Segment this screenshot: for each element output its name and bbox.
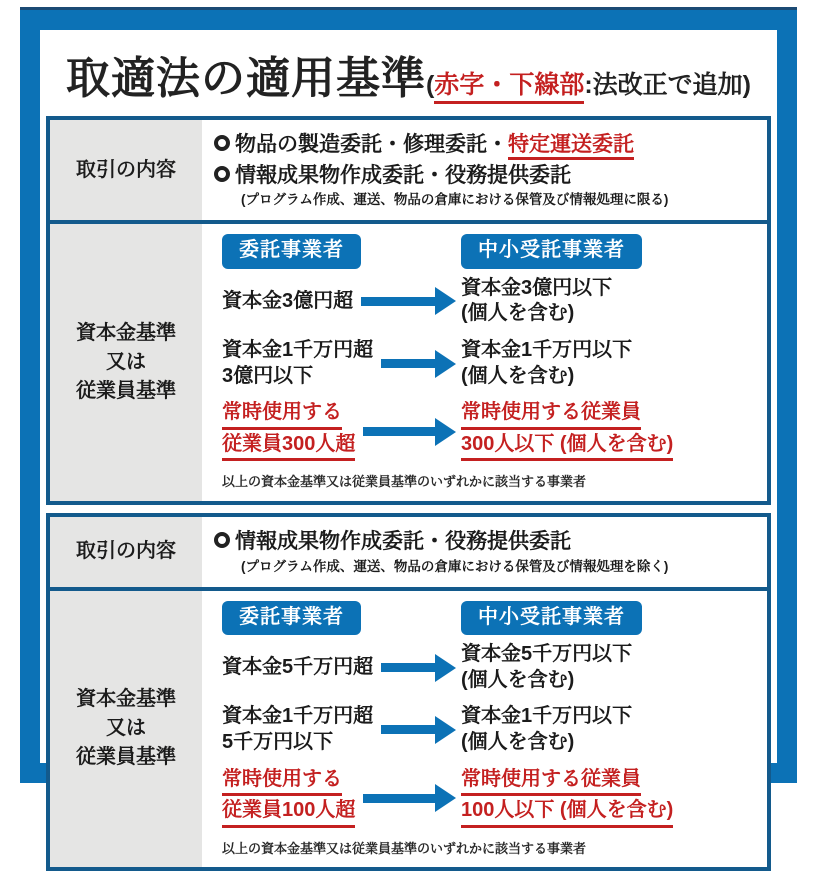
pair-line: 100人以下 (個人を含む) (461, 798, 673, 828)
pair-line: 資本金1千万円以下 (461, 338, 757, 364)
criteria-label (76, 319, 176, 406)
pair-right-text (461, 704, 757, 755)
criteria-label-line: 資本金基準 (76, 685, 176, 714)
deal-row (50, 517, 767, 587)
pair-line: 常時使用する (222, 400, 342, 430)
deal-item (214, 162, 759, 210)
pair-row-employee-criteria (222, 767, 757, 830)
pair-line: 資本金1千万円超 (222, 338, 373, 364)
pair-line: 資本金3億円以下 (461, 276, 757, 302)
deal-item (214, 131, 759, 159)
pair-line: 資本金5千万円以下 (461, 642, 757, 668)
pair-line: 資本金5千万円超 (222, 655, 373, 681)
pair-line: 資本金1千万円以下 (461, 704, 757, 730)
arrow-right-icon (361, 297, 435, 306)
pair-right-text (461, 276, 757, 327)
pair-right-text (461, 400, 757, 463)
criteria-footnote: 以上の資本金基準又は従業員基準のいずれかに該当する事業者 (222, 474, 757, 491)
arrow-right-icon (363, 427, 435, 436)
pair-right-text (461, 642, 757, 693)
content-panel (40, 30, 777, 763)
criteria-content-cell (202, 224, 767, 501)
circle-bullet-icon (214, 532, 230, 548)
badge-row (222, 234, 757, 269)
deal-item (214, 528, 759, 576)
deal-label: 取引の内容 (76, 537, 176, 566)
deal-item-text-normal: 情報成果物作成委託・役務提供委託 (235, 164, 571, 187)
deal-label-cell (50, 517, 202, 587)
pair-line: 資本金1千万円超 (222, 704, 373, 730)
pair-line: (個人を含む) (461, 668, 757, 694)
criteria-footnote: 以上の資本金基準又は従業員基準のいずれかに該当する事業者 (222, 841, 757, 858)
criteria-label-line: 又は (76, 714, 176, 743)
circle-bullet-icon (214, 166, 230, 182)
pair-line: (個人を含む) (461, 730, 757, 756)
criteria-label-line: 又は (76, 348, 176, 377)
badge-slot-left (222, 234, 461, 269)
pair-line: 常時使用する (222, 767, 342, 797)
pair-row-employee-criteria (222, 400, 757, 463)
pair-left-text (222, 704, 373, 755)
pair-line: 300人以下 (個人を含む) (461, 432, 673, 462)
arrow-right-icon (381, 359, 435, 368)
badge-consigning-business: 委託事業者 (222, 234, 361, 269)
pair-line: 常時使用する従業員 (461, 400, 641, 430)
deal-content-cell (202, 517, 767, 587)
outer-blue-frame (20, 7, 797, 783)
criteria-label-cell (50, 224, 202, 501)
deal-item-text-normal: 物品の製造委託・修理委託・ (235, 133, 508, 156)
badge-slot-left (222, 601, 461, 636)
pair-row (222, 276, 757, 327)
page-title (46, 34, 771, 116)
badge-row (222, 601, 757, 636)
deal-item-text (235, 131, 634, 159)
pair-line: 3億円以下 (222, 364, 373, 390)
pair-left-text (222, 338, 373, 389)
criteria-label-line: 従業員基準 (76, 377, 176, 406)
badge-sme-contractor: 中小受託事業者 (461, 234, 642, 269)
deal-item-text-added: 特定運送委託 (508, 133, 634, 160)
arrow-right-icon (381, 725, 435, 734)
pair-line: 従業員300人超 (222, 432, 355, 462)
pair-line: 5千万円以下 (222, 730, 373, 756)
badge-sme-contractor: 中小受託事業者 (461, 601, 642, 636)
pair-left-text (222, 767, 355, 830)
deal-item-note: (プログラム作成、運送、物品の倉庫における保管及び情報処理に限る) (235, 191, 668, 209)
title-main: 取適法の適用基準 (66, 54, 426, 103)
pair-left-text (222, 400, 355, 463)
pair-line: 従業員100人超 (222, 798, 355, 828)
deal-item-text (235, 162, 668, 210)
table-manufacturing-consignment (46, 116, 771, 505)
criteria-label-cell (50, 591, 202, 868)
pair-right-text (461, 767, 757, 830)
criteria-row (50, 587, 767, 868)
title-legend-rest: :法改正で追加) (584, 71, 751, 99)
pair-line: (個人を含む) (461, 301, 757, 327)
deal-label-cell (50, 120, 202, 220)
criteria-row (50, 220, 767, 501)
pair-left-text (222, 655, 373, 681)
pair-row (222, 704, 757, 755)
deal-item-text-normal: 情報成果物作成委託・役務提供委託 (235, 530, 571, 553)
criteria-label (76, 685, 176, 772)
criteria-label-line: 従業員基準 (76, 743, 176, 772)
criteria-content-cell (202, 591, 767, 868)
pair-line: 資本金3億円超 (222, 289, 353, 315)
pair-left-text (222, 289, 353, 315)
pair-line: 常時使用する従業員 (461, 767, 641, 797)
pair-line: (個人を含む) (461, 364, 757, 390)
deal-content-cell (202, 120, 767, 220)
deal-label: 取引の内容 (76, 156, 176, 185)
badge-slot-right (461, 234, 757, 269)
title-legend-red: 赤字・下線部 (434, 71, 584, 104)
pair-row (222, 642, 757, 693)
badge-consigning-business: 委託事業者 (222, 601, 361, 636)
criteria-label-line: 資本金基準 (76, 319, 176, 348)
pair-right-text (461, 338, 757, 389)
pair-row (222, 338, 757, 389)
title-paren-open: ( (426, 71, 434, 99)
deal-item-text (235, 528, 668, 576)
deal-item-note: (プログラム作成、運送、物品の倉庫における保管及び情報処理を除く) (235, 558, 668, 576)
arrow-right-icon (381, 663, 435, 672)
table-service-consignment (46, 513, 771, 871)
deal-row (50, 120, 767, 220)
badge-slot-right (461, 601, 757, 636)
circle-bullet-icon (214, 135, 230, 151)
